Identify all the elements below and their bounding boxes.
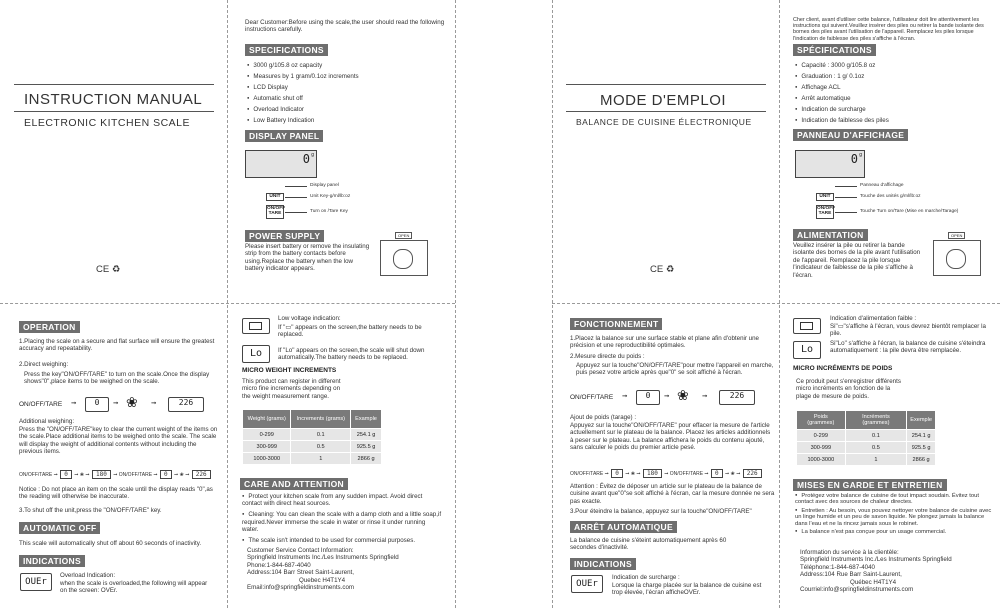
arrow-display	[285, 186, 307, 187]
table-cell: 0.5	[291, 441, 351, 453]
spec-item: ● Automatic shut off	[247, 94, 447, 102]
fr-power-header: ALIMENTATION	[793, 229, 868, 241]
fr-table-cell: 300-999	[797, 442, 846, 454]
automatic-off-text: This scale will automatically shut off about 60 seconds of inactivity.	[19, 540, 202, 547]
fr-low-voltage-title: Indication d'alimentation faible :	[830, 315, 917, 322]
fr-table-header: Incréments (grammes)	[845, 411, 907, 430]
fr-table-cell: 254.1 g	[907, 430, 936, 442]
fr-care-list	[795, 492, 995, 538]
fr-open-label: OPEN	[948, 232, 965, 239]
overload-text: when the scale is overloaded,the following will appear on the screen: OVEr.	[60, 580, 208, 595]
automatic-off-header: AUTOMATIC OFF	[19, 522, 100, 534]
cover-title: INSTRUCTION MANUAL	[24, 91, 203, 108]
fr-flow-arrow-3: ➞	[702, 393, 708, 400]
fr-table-header: Poids (grammes)	[797, 411, 846, 430]
fr-overload-lcd: OUEr	[571, 575, 603, 593]
arrow-unit	[285, 197, 307, 198]
table-cell: 254.1 g	[351, 429, 382, 441]
cut-line-center-2	[552, 0, 553, 608]
battery-cell	[393, 249, 413, 269]
table-header: Increments (grams)	[291, 410, 351, 429]
flow2-lcd-zero-2: 0	[160, 470, 172, 479]
fr-lo-lcd: Lo	[793, 341, 821, 359]
table-cell: 2866 g	[351, 453, 382, 465]
fr-unit-key[interactable]: UNIT	[816, 193, 834, 201]
fr-lcd-value: 0	[850, 152, 858, 166]
contact-info	[247, 547, 447, 591]
specifications-header: SPECIFICATIONS	[245, 44, 328, 56]
care-attention-header: CARE AND ATTENTION	[240, 478, 348, 490]
fr-micro-weight-text: Ce produit peut s'enregistrer différents micro incréments en fonction de la plage de mesure de poids.	[796, 378, 901, 400]
fr-additional-weighing-text: Appuyez sur la touche"ON/OFF/TARE" pour effacer la mesure de l'article actuellement sur le plateau de la balance. Placez les articles additionnels à peser sur le plateau. La balance affichera le poids du contenu ajouté, sans calculer le poids du premier article pesé.	[570, 422, 771, 452]
lcd-value: 0	[302, 152, 310, 166]
fr-cover-rule-mid	[566, 111, 766, 112]
fr-flow2-item-icon: ❀	[630, 471, 636, 477]
fr-operation-step-2-text: Appuyez sur la touche"ON/OFF/TARE"pour mettre l'appareil en marche, puis pesez votre article après que"0" se soit affiché à l'écran.	[576, 362, 774, 377]
contact-line: Springfield Instruments Inc./Les Instruments Springfield	[247, 554, 399, 562]
table-header-row	[243, 410, 382, 429]
fold-line-horizontal-left	[0, 303, 455, 304]
fr-specifications-list	[795, 61, 995, 127]
fr-operation-step-1: 1.Placez la balance sur une surface stable et plane afin d'obtenir une précision et une reproductibilité optimales.	[570, 335, 759, 350]
battery-icon	[249, 322, 262, 330]
fr-automatic-off-header: ARRÊT AUTOMATIQUE	[570, 521, 677, 533]
flow-lcd-result: 226	[168, 397, 204, 412]
vegetables-icon: ❀	[126, 394, 138, 410]
care-list	[242, 492, 442, 547]
flow-onoff-label: ON/OFF/TARE	[19, 401, 63, 408]
fr-flow2-item-icon-2: ❀	[730, 471, 735, 477]
fr-table-cell: 0-299	[797, 430, 846, 442]
fr-label-unit-key: Touche des unités g/ml/lb:oz	[860, 194, 921, 199]
fr-contact-line: Courriel:info@springfieldinstruments.com	[800, 586, 914, 594]
battery-compartment-illustration	[380, 233, 428, 276]
table-cell: 0-299	[243, 429, 291, 441]
care-item: ● Cleaning: You can clean the scale with a damp cloth and a little soap,if required.Never immerse the scale in water or rinse it under running water.	[242, 510, 442, 533]
fr-flow2-onoff-2: ON/OFF/TARE	[669, 471, 704, 477]
fr-arrow-onoff	[835, 212, 857, 213]
contact-line: Email:info@springfieldinstruments.com	[247, 584, 355, 592]
fr-spec-item: ● Indication de faiblesse des piles	[795, 116, 995, 124]
fr-spec-item: ● Arrêt automatique	[795, 94, 995, 102]
table-header: Weight (grams)	[243, 410, 291, 429]
fr-table-cell: 1	[845, 454, 907, 466]
direct-weighing-flow	[19, 396, 224, 416]
fr-table-cell: 0.1	[845, 430, 907, 442]
fr-specifications-header: SPÉCIFICATIONS	[793, 44, 876, 56]
cover-rule-mid	[14, 111, 214, 112]
flow2-onoff: ON/OFF/TARE	[19, 472, 53, 478]
flow-arrow-1: ➞	[71, 400, 77, 407]
fr-micro-weight-header: MICRO INCRÉMENTS DE POIDS	[793, 365, 893, 372]
fr-label-onoff-key: Touche Turn on/Tare (Mise en marche/Tarage)	[860, 209, 959, 214]
low-voltage-text-1: If "▭" appears on the screen,the battery needs to be replaced.	[278, 324, 422, 339]
fr-table-header: Exemple	[907, 411, 936, 430]
fr-cover-title: MODE D'EMPLOI	[600, 92, 727, 109]
operation-step-2-text: Press the key"ON/OFF/TARE" to turn on the scale.Once the display shows"0",place items to be weighed on the scale.	[24, 371, 210, 386]
fold-line-horizontal-right	[552, 303, 1000, 304]
micro-weight-text: This product can register in different micro fine increments depending on the weight measurement range.	[242, 378, 341, 400]
fold-line-right	[779, 0, 780, 608]
fr-low-battery-lcd	[793, 318, 821, 334]
fr-intro-text: Cher client, avant d'utiliser cette balance, l'utilisateur doit lire attentivement les instructions qui suivent.Veuillez insérer des piles ou retirer la bande isolante des bornes des piles avant l'utilisation de l'appareil. Remplacez les piles lorsque l'indication de faiblesse des piles s'affiche à l'écran.	[793, 17, 984, 42]
open-label: OPEN	[395, 232, 412, 239]
ce-recycle-marks: CE ♻	[96, 264, 121, 275]
fold-line-left	[227, 0, 228, 608]
additional-weighing-text: Press the "ON/OFF/TARE"key to clear the current weight of the items on the scale.Place additional items to be weighed onto the scale. The scale will display the weight of additional contents without including the previous items.	[19, 426, 218, 456]
fr-flow-lcd-zero: 0	[636, 390, 660, 405]
fr-spec-item: ● Graduation : 1 g/ 0.1oz	[795, 72, 995, 80]
fr-contact-line: Address:104 Rue Barr Saint-Laurent,	[800, 571, 902, 579]
table-cell: 0.1	[291, 429, 351, 441]
lcd-display	[245, 150, 317, 178]
table-row	[243, 441, 382, 453]
table-cell: 925.5 g	[351, 441, 382, 453]
fr-spec-item: ● Indication de surcharge	[795, 105, 995, 113]
contact-line: Customer Service Contact Information:	[247, 547, 354, 554]
additional-weighing-title: Additional weighing:	[19, 418, 75, 425]
contact-line: Quebec H4T1Y4	[299, 576, 346, 584]
fr-battery-cell	[946, 249, 966, 269]
spec-item: ● Overload Indicator	[247, 105, 447, 113]
table-row	[243, 429, 382, 441]
fr-table-header-row	[797, 411, 936, 430]
micro-weight-table	[242, 409, 382, 465]
care-item: ● Protect your kitchen scale from any sudden impact. Avoid direct contact with direct heat sources.	[242, 492, 442, 508]
notice-text: Notice : Do not place an item on the scale until the display reads "0",as the reading will otherwise be inaccurate.	[19, 486, 213, 501]
fr-table-row	[797, 454, 936, 466]
fr-flow-arrow-1: ➞	[622, 393, 628, 400]
fr-spec-item: ● Capacité : 3000 g/105.8 oz	[795, 61, 995, 69]
fr-ce-recycle-marks: CE ♻	[650, 264, 675, 275]
fr-additional-weighing-flow: ON/OFF/TARE ➞ 0 ➞ ❀ ➞ 180 ➞ ON/OFF/TARE ➞ 0 ➞ ❀ ➞ 226	[570, 469, 763, 478]
fr-contact-line: Springfield Instruments Inc./Les Instruments Springfield	[800, 556, 952, 564]
cover-rule-top	[14, 84, 214, 85]
operation-header: OPERATION	[19, 321, 80, 333]
operation-step-1: 1.Placing the scale on a secure and flat surface will ensure the greatest accuracy and repeatability.	[19, 338, 215, 353]
cover-subtitle: ELECTRONIC KITCHEN SCALE	[24, 117, 191, 129]
label-onoff-key: Turn on /Tare Key	[310, 209, 348, 214]
table-row	[243, 453, 382, 465]
fr-contact-line: Téléphone:1-844-687-4040	[800, 563, 875, 571]
power-supply-header: POWER SUPPLY	[245, 230, 324, 242]
fr-low-voltage-text-2: Si"Lo" s'affiche à l'écran, la balance de cuisine s'éteindra automatiquement : la pile devra être remplacée.	[830, 340, 986, 355]
fr-flow2-onoff: ON/OFF/TARE	[570, 471, 604, 477]
fr-notice-text: Attention : Évitez de déposer un article sur le plateau de la balance de cuisine avant que"0"se soit affiché à l'écran, car la mesure donnée ne sera pas exacte.	[570, 483, 775, 505]
contact-line: Address:104 Barr Street Saint-Laurent,	[247, 569, 354, 577]
fr-flow2-lcd-zero: 0	[611, 469, 623, 478]
low-battery-lcd	[242, 318, 270, 334]
fr-contact-line: Information du service à la clientèle:	[800, 549, 899, 556]
low-voltage-text-2: If "Lo" appears on the screen,the scale will shut down automatically.The battery needs to be replaced.	[278, 347, 425, 362]
fr-overload-text: Lorsque la charge placée sur la balance de cuisine est trop élevée, l'écran afficheOVEr.	[612, 582, 762, 597]
fr-automatic-off-text: La balance de cuisine s'éteint automatiquement après 60 secondes d'inactivité.	[570, 537, 727, 552]
cut-line-center	[455, 0, 456, 608]
fr-contact-line: Québec H4T1Y4	[850, 578, 897, 586]
onoff-tare-key[interactable]: ON/OFF TARE	[266, 205, 284, 219]
fr-care-item: ● Entretien : Au besoin, vous pouvez nettoyer votre balance de cuisine avec un linge humide et un peu de savon liquide. Ne plongez jamais la balance dans l'eau et ne la rincez jamais sous le robinet.	[795, 507, 995, 527]
flow2-lcd-zero: 0	[60, 470, 72, 479]
flow-arrow-3: ➞	[151, 400, 157, 407]
fr-table-cell: 1000-3000	[797, 454, 846, 466]
intro-text: Dear Customer:Before using the scale,the user should read the following instructions carefully.	[245, 19, 445, 34]
fr-table-row	[797, 430, 936, 442]
fr-label-display-panel: Panneau d'affichage	[860, 183, 904, 188]
fr-table-row	[797, 442, 936, 454]
flow2-lcd-180: 180	[92, 470, 111, 479]
flow2-item-icon: ❀	[79, 472, 85, 478]
spec-item: ● Measures by 1 gram/0.1oz increments	[247, 72, 447, 80]
fr-contact-info	[800, 549, 995, 593]
fr-display-panel-header: PANNEAU D'AFFICHAGE	[793, 129, 908, 141]
micro-weight-header: MICRO WEIGHT INCREMENTS	[242, 367, 337, 374]
fr-flow-arrow-2: ➞	[664, 393, 670, 400]
fr-table-cell: 2866 g	[907, 454, 936, 466]
indications-header: INDICATIONS	[19, 555, 85, 567]
table-cell: 1	[291, 453, 351, 465]
fr-onoff-tare-key[interactable]: ON/OFF TARE	[816, 205, 834, 219]
fr-micro-weight-table	[796, 410, 936, 466]
fr-low-voltage-text-1: Si"▭"s'affiche à l'écran, vous devrez bientôt remplacer la pile.	[830, 323, 986, 338]
fr-arrow-display	[835, 186, 857, 187]
flow-arrow-2: ➞	[113, 400, 119, 407]
fr-flow2-lcd-zero-2: 0	[711, 469, 723, 478]
fr-indications-header: INDICATIONS	[570, 558, 636, 570]
fr-battery-icon	[800, 322, 813, 330]
label-display-panel: Display panel	[310, 183, 339, 188]
table-cell: 300-999	[243, 441, 291, 453]
fr-power-text: Veuillez insérer la pile ou retirer la bande isolante des bornes de la pile avant l'utilisation de l'appareil. Remplacez la pile lorsque l'indicateur de faiblesse de la pile s'affiche à l'écran.	[793, 242, 921, 279]
arrow-onoff	[285, 212, 307, 213]
specifications-list	[247, 61, 447, 127]
unit-key[interactable]: UNIT	[266, 193, 284, 201]
table-header: Example	[351, 410, 382, 429]
table-cell: 1000-3000	[243, 453, 291, 465]
flow2-onoff-2: ON/OFF/TARE	[118, 472, 153, 478]
overload-lcd: OUEr	[20, 573, 52, 591]
fr-operation-step-2: 2.Mesure directe du poids :	[570, 353, 645, 360]
fr-overload-title: Indication de surcharge :	[612, 574, 680, 581]
overload-title: Overload Indication:	[60, 572, 116, 579]
low-voltage-title: Low voltage indication:	[278, 315, 341, 322]
flow2-item-icon-2: ❀	[179, 472, 184, 478]
fr-table-cell: 925.5 g	[907, 442, 936, 454]
fr-additional-weighing-title: Ajout de poids (tarage) :	[570, 414, 637, 421]
fr-spec-item: ● Affichage ACL	[795, 83, 995, 91]
operation-step-2: 2.Direct weighing:	[19, 361, 69, 368]
contact-line: Phone:1-844-687-4040	[247, 561, 311, 569]
shutoff-text: 3.To shut off the unit,press the "ON/OFF/TARE" key.	[19, 507, 162, 514]
additional-weighing-flow: ON/OFF/TARE ➞ 0 ➞ ❀ ➞ 180 ➞ ON/OFF/TARE ➞ 0 ➞ ❀ ➞ 226	[19, 470, 212, 479]
fr-operation-header: FONCTIONNEMENT	[570, 318, 662, 330]
spec-item: ● Low Battery Indication	[247, 116, 447, 124]
lo-lcd: Lo	[242, 345, 270, 363]
spec-item: ● LCD Display	[247, 83, 447, 91]
fr-lcd-display	[795, 150, 865, 178]
care-item: ● The scale isn't intended to be used for commercial purposes.	[242, 536, 442, 544]
flow2-lcd-226: 226	[192, 470, 211, 479]
fr-cover-rule-top	[566, 84, 766, 85]
fr-vegetables-icon: ❀	[677, 387, 689, 403]
fr-direct-weighing-flow	[570, 389, 775, 409]
flow-lcd-zero: 0	[85, 397, 109, 412]
fr-table-cell: 0.5	[845, 442, 907, 454]
fr-care-item: ● La balance n'est pas conçue pour un usage commercial.	[795, 528, 995, 535]
fr-flow-lcd-result: 226	[719, 390, 755, 405]
fr-flow2-lcd-180: 180	[643, 469, 662, 478]
display-panel-header: DISPLAY PANEL	[245, 130, 323, 142]
fr-cover-subtitle: BALANCE DE CUISINE ÉLECTRONIQUE	[576, 117, 752, 127]
fr-arrow-unit	[835, 197, 857, 198]
fr-battery-compartment-illustration	[933, 233, 981, 276]
fr-lcd-unit: g	[859, 152, 862, 158]
fr-care-attention-header: MISES EN GARDE ET ENTRETIEN	[793, 479, 947, 491]
fr-shutoff-text: 3.Pour éteindre la balance, appuyez sur la touche"ON/OFF/TARE"	[570, 508, 752, 515]
lcd-unit: g	[311, 152, 314, 158]
fr-flow-onoff-label: ON/OFF/TARE	[570, 394, 614, 401]
fr-flow2-lcd-226: 226	[743, 469, 762, 478]
spec-item: ● 3000 g/105.8 oz capacity	[247, 61, 447, 69]
label-unit-key: Unit Key-g/ml/lb:oz	[310, 194, 351, 199]
power-supply-text: Please insert battery or remove the insulating strip from the battery contacts before using.Replace the battery when the low battery indicator appears.	[245, 243, 370, 273]
fr-care-item: ● Protégez votre balance de cuisine de tout impact soudain. Évitez tout contact avec des sources de chaleur directes.	[795, 492, 995, 506]
